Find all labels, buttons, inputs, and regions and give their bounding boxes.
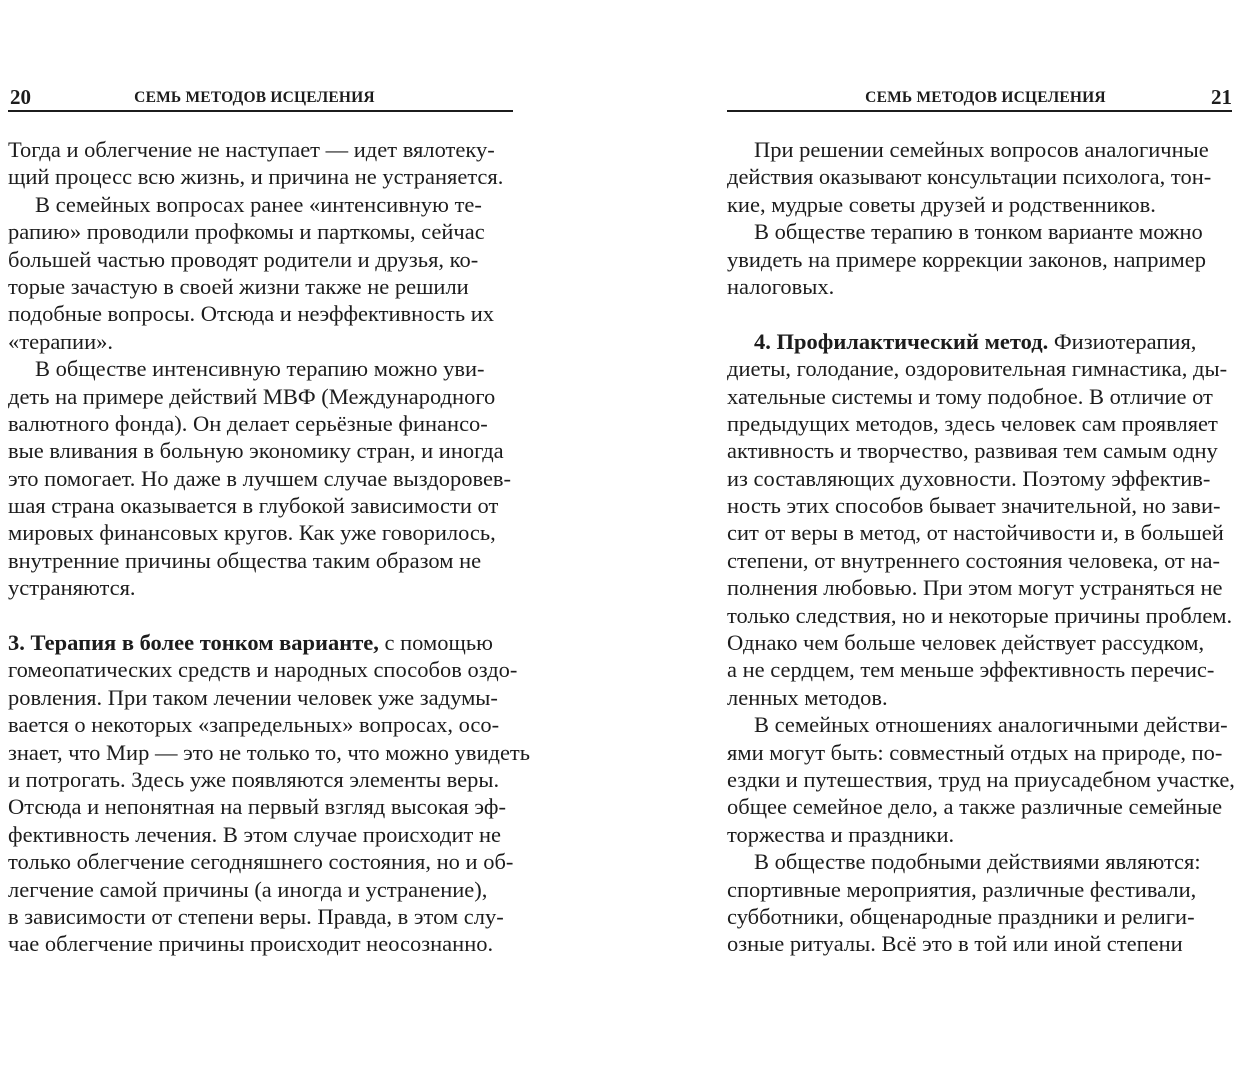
text-line: общее семейное дело, а также различные семейные [727,794,1223,820]
text-line: налоговых. [727,273,835,299]
text-line: и потрогать. Здесь уже появляются элементы веры. [8,766,500,792]
section-heading-4: 4. Профилактический метод. [754,328,1049,354]
text-line: При решении семейных вопросов аналогичные [754,137,1209,162]
text-line: только следствия, но и некоторые причины проблем. [727,602,1233,628]
text-line: действия оказывают консультации психолога, тон- [727,164,1212,190]
page-number-right: 21 [1211,85,1232,109]
text-line: большей частью проводят родители и друзья, ко- [8,246,479,272]
running-head-right [727,84,1232,112]
text-line: Однако чем больше человек действует рассудком, [727,630,1205,656]
text-line: Тогда и облегчение не наступает — идет вялотеку- [8,137,495,162]
paragraph-gap [8,602,513,629]
text-line: вые вливания в больную экономику стран, и иногда [8,438,504,464]
right-page-text [727,136,1235,958]
text-line: ездки и путешествия, труд на приусадебном участке, [727,766,1235,792]
page-number-left: 20 [10,85,31,109]
text-line: в зависимости от степени веры. Правда, в этом слу- [8,903,504,929]
text-line: ями могут быть: совместный отдых на природе, по- [727,739,1223,765]
text-line: В обществе терапию в тонком варианте можно [754,219,1203,245]
text-line: щий процесс всю жизнь, и причина не устраняется. [8,164,504,190]
text-line: увидеть на примере коррекции законов, например [727,246,1206,272]
running-head-left [8,84,513,112]
text-line: спортивные мероприятия, различные фестивали, [727,876,1197,902]
text-line: степени, от внутреннего состояния человека, от на- [727,547,1221,573]
text-line: устраняются. [8,575,136,601]
left-page-text [8,136,531,958]
text-run: с помощью [384,630,493,656]
text-line: предыдущих методов, здесь человек сам проявляет [727,410,1218,436]
text-line: подобные вопросы. Отсюда и неэффективность их [8,301,495,327]
text-line: В семейных отношениях аналогичными действи- [754,712,1228,738]
text-line: кие, мудрые советы друзей и родственников. [727,191,1156,217]
text-line: ровления. При таком лечении человек уже задумы- [8,684,498,710]
text-line: озные ритуалы. Всё это в той или иной степени [727,931,1183,957]
text-line: только облегчение сегодняшнего состояния, но и об- [8,849,514,875]
text-line: В обществе подобными действиями являются: [754,849,1201,875]
text-line: ность этих способов бывает значительной, но зави- [727,493,1221,519]
text-line: ленных методов. [727,684,888,710]
text-line: диеты, голодание, оздоровительная гимнастика, ды- [727,356,1228,382]
text-line: хательные системы и тому подобное. В отличие от [727,383,1213,409]
text-line: торжества и праздники. [727,821,955,847]
text-line: знает, что Мир — это не только то, что можно увидеть [8,739,531,765]
text-line-with-heading [727,328,1232,355]
text-line: мировых финансовых кругов. Как уже говорилось, [8,520,496,546]
text-line: гомеопатических средств и народных способов оздо- [8,657,518,683]
paragraph-gap [727,300,1232,327]
text-line: сит от веры в метод, от настойчивости и, в большей [727,520,1224,546]
text-line: Отсюда и непонятная на первый взгляд высокая эф- [8,794,506,820]
text-line: фективность лечения. В этом случае происходит не [8,821,502,847]
text-line: В семейных вопросах ранее «интенсивную те- [35,191,482,217]
text-line: внутренние причины общества таким образом не [8,547,482,573]
text-line: субботники, общенародные праздники и религи- [727,903,1195,929]
text-line: полнения любовью. При этом могут устраняться не [727,575,1223,601]
text-line: деть на примере действий МВФ (Международного [8,383,496,409]
text-line: валютного фонда). Он делает серьёзные финансо- [8,410,488,436]
text-line: рапию» проводили профкомы и парткомы, сейчас [8,219,485,245]
text-line: чае облегчение причины происходит неосознанно. [8,931,494,957]
text-line: легчение самой причины (а иногда и устранение), [8,876,488,902]
text-line: В обществе интенсивную терапию можно уви- [35,356,485,382]
text-line: «терапии». [8,328,114,354]
text-line: это помогает. Но даже в лучшем случае выздоровев- [8,465,512,491]
text-run: Физиотерапия, [1053,328,1197,354]
text-line: а не сердцем, тем меньше эффективность перечис- [727,657,1215,683]
text-line: вается о некоторых «запредельных» вопросах, осо- [8,712,500,738]
running-title-left: СЕМЬ МЕТОДОВ ИСЦЕЛЕНИЯ [134,89,375,106]
section-heading-3: 3. Терапия в более тонком варианте, [8,630,379,656]
text-line: шая страна оказывается в глубокой зависимости от [8,493,499,519]
text-line: торые зачастую в своей жизни также не решили [8,273,469,299]
text-line: из составляющих духовности. Поэтому эффектив- [727,465,1211,491]
running-title-right: СЕМЬ МЕТОДОВ ИСЦЕЛЕНИЯ [865,89,1106,106]
text-line: активность и творчество, развивая тем самым одну [727,438,1218,464]
text-line-with-heading [8,629,513,656]
